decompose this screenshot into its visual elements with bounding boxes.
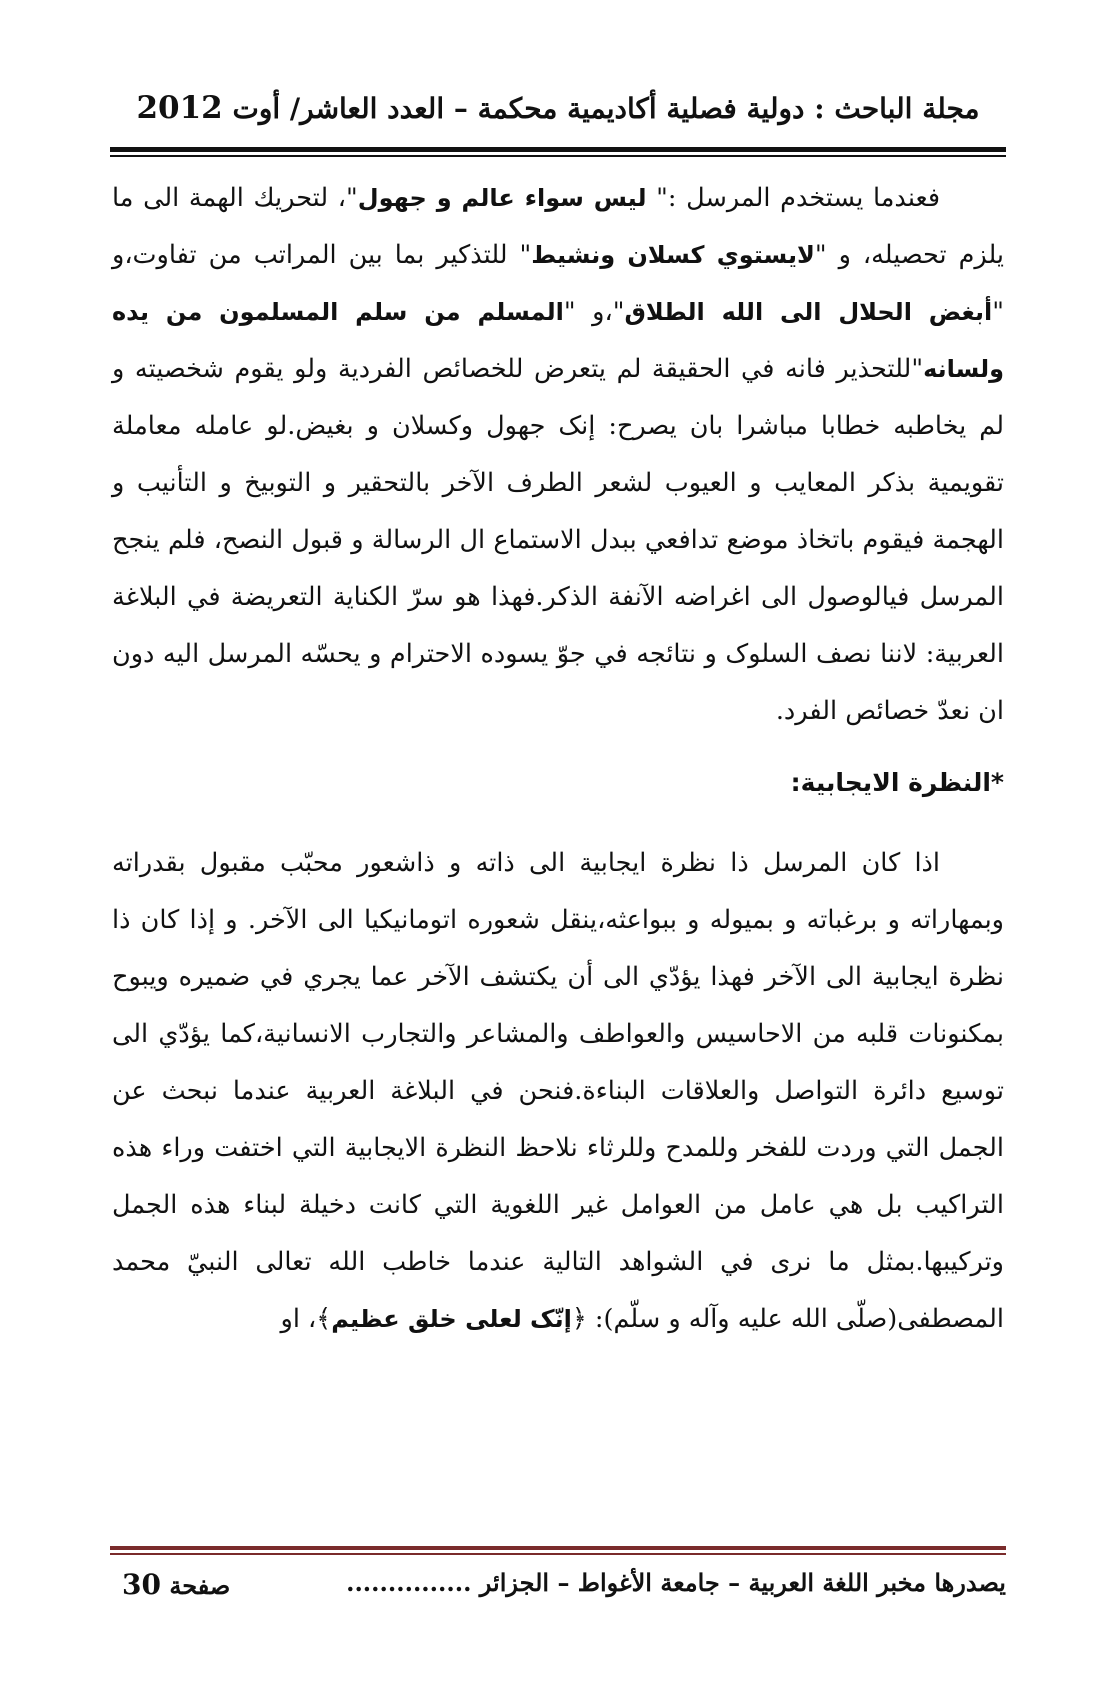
text-run: فعندما يستخدم المرسل :" — [646, 183, 941, 213]
header-rule-thin — [110, 155, 1006, 157]
quote-bold: المسلم من سلم المسلمون من يده ولسانه — [112, 298, 1004, 383]
text-run: ﴾، او — [280, 1304, 332, 1334]
text-run: اذا كان المرسل ذا نظرة ايجابية الى ذاته و ذاشعور محبّب مقبول بقدراته وبمهاراته و برغباته و بميوله و ببواعثه،ينقل شعوره اتومانيكيا الى الآخر. و إذا كان ذا نظرة ايجابية الى الآخر فهذا يؤدّي الى أن يكتشف الآخر عما يجري في ضميره ويبوح بمكنونات قلبه من الاحاسيس والعواطف والمشاعر والتجارب الانسانية،كما يؤدّي الى توسيع دائرة التواصل والعلاقات البناءة.فنحن في البلاغة العربية عندما نبحث عن الجمل التي وردت للفخر وللمدح وللرثاء نلاحظ النظرة الايجابية التي اختفت وراء هذه التراكيب بل هي عامل من العوامل غير اللغوية التي كانت دخيلة لبناء هذه الجمل وتركيبها.بمثل ما نرى في الشواهد التالية عندما خاطب الله تعالى النبيّ محمد المصطفى(صلّى الله عليه وآله و سلّم): ﴿ — [112, 848, 1004, 1334]
quote-bold: ليس سواء عالم و جهول — [357, 184, 647, 212]
paragraph-2 — [112, 835, 1004, 1348]
text-run: "للتحذير فانه في الحقيقة لم يتعرض للخصائص الفردية ولو يقوم شخصيته و لم يخاطبه خطابا مباشرا بان يصرح: إنک جهول وکسلان و بغيض.لو عامله معاملة تقويمية بذكر المعايب و العيوب لشعر الطرف الآخر بالتحقير و التوبيخ و التأنيب و الهجمة فيقوم باتخاذ موضع تدافعي ببدل الاستماع ال الرسالة و قبول النصح، فلم ينجح المرسل فيالوصول الى اغراضه الآنفة الذكر.فهذا هو سرّ الكناية التعريضة في البلاغة العربية: لاننا نصف السلوک و نتائجه في جوّ يسوده الاحترام و يحسّه المرسل اليه دون ان نعدّ خصائص الفرد. — [112, 354, 1004, 726]
journal-title: مجلة الباحث : دولية فصلية أكاديمية محكمة – العدد العاشر/ أوت — [232, 92, 980, 125]
quran-verse-bold: إنّک لعلى خلق عظيم — [331, 1305, 572, 1333]
paragraph-1 — [112, 170, 1004, 740]
text-run: " للتذكير بما بين المراتب من تفاوت،و " — [112, 240, 1005, 327]
page-footer — [112, 1568, 1006, 1612]
quote-bold: لايستوي كسلان ونشيط — [531, 241, 815, 269]
article-body — [112, 170, 1004, 1348]
text-run: "، لتحريك الهمة الى ما يلزم تحصيله، و " — [112, 183, 1005, 270]
publisher-line: يصدرها مخبر اللغة العربية – جامعة الأغواط – الجزائر ............... — [346, 1568, 1006, 1597]
text-run: "،و " — [563, 297, 625, 327]
footer-rule-thick — [110, 1546, 1006, 1550]
page-number-label — [122, 1568, 230, 1601]
header-rule-thick — [110, 147, 1006, 152]
page-word: صفحة — [169, 1571, 231, 1600]
issue-year: 2012 — [136, 90, 223, 126]
journal-header — [110, 90, 1006, 138]
quote-bold: أبغض الحلال الى الله الطلاق — [624, 298, 993, 326]
page-number: 30 — [122, 1568, 161, 1601]
footer-rule-thin — [110, 1553, 1006, 1555]
section-heading: *النظرة الايجابية: — [790, 768, 1004, 797]
